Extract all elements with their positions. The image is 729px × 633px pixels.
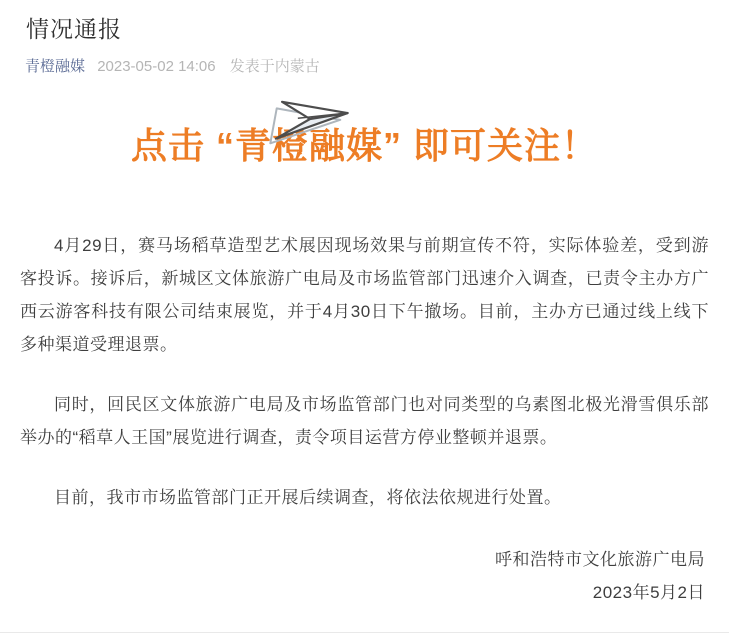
publish-datetime: 2023-05-02 14:06 <box>97 57 216 75</box>
signature-org: 呼和浩特市文化旅游广电局 <box>495 549 705 569</box>
paragraph-1: 4月29日，赛马场稻草造型艺术展因现场效果与前期宣传不符，实际体验差，受到游客投诉。接诉后，新城区文体旅游广电局及市场监管部门迅速介入调查，已责令主办方广西云游客科技有限公司结束展览，并于4月30日下午撤场。目前，主办方已通过线上线下多种渠道受理退票。 <box>20 235 709 354</box>
page-title: 情况通报 <box>26 16 122 42</box>
paper-plane-icon <box>260 93 360 145</box>
account-name-link[interactable]: 青橙融媒 <box>25 57 86 75</box>
paragraph-3: 目前，我市市场监管部门正开展后续调查，将依法依规进行处置。 <box>54 487 562 507</box>
byline <box>25 57 709 77</box>
article-body <box>0 229 729 609</box>
follow-banner[interactable] <box>0 93 729 171</box>
signature-date: 2023年5月2日 <box>592 582 705 602</box>
publish-location: 发表于内蒙古 <box>229 57 320 75</box>
follow-banner-text: 点击 “青橙融媒” 即可关注！ <box>130 124 598 166</box>
signature-block <box>0 543 729 609</box>
paragraph-2: 同时，回民区文体旅游广电局及市场监管部门也对同类型的乌素图北极光滑雪俱乐部举办的“稻草人王国”展览进行调查，责令项目运营方停业整顿并退票。 <box>20 394 709 447</box>
article-page <box>0 16 729 633</box>
